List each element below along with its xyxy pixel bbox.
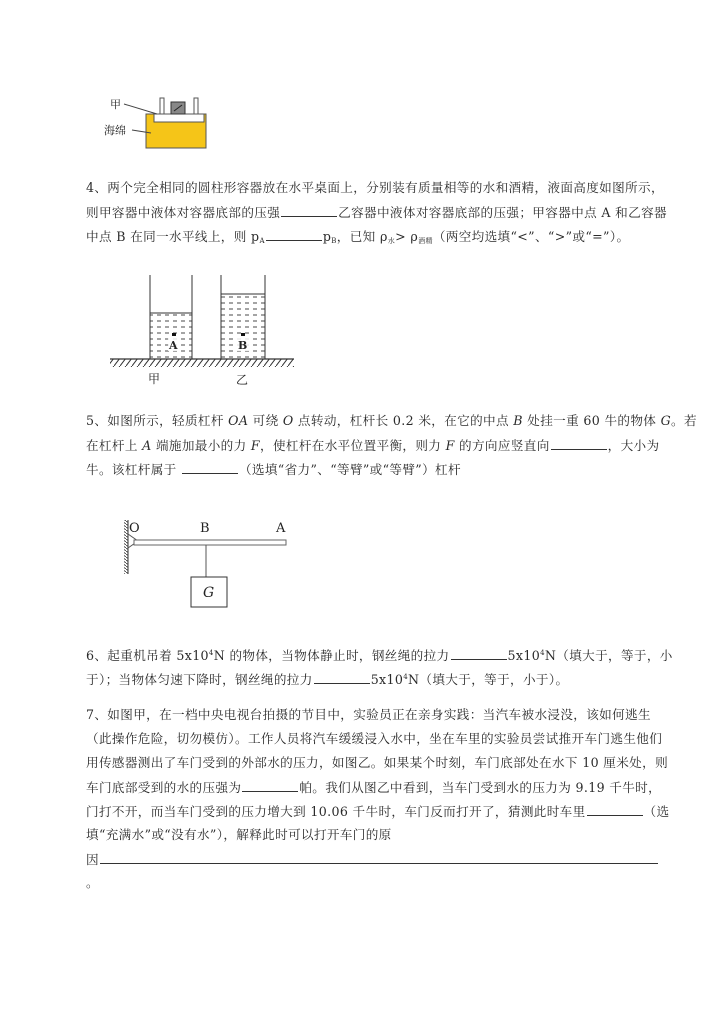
q7-line2: （此操作危险，切勿模仿）。工作人员将汽车缓缓浸入水中，坐在车里的实验员尝试推开车门逃生他们	[86, 731, 663, 746]
answer-blank-q7-2[interactable]	[587, 803, 643, 816]
sponge-diagram	[104, 92, 214, 152]
label-sponge: 海绵	[104, 124, 126, 137]
q7-line8: 。	[86, 875, 99, 890]
figure-lever	[118, 512, 298, 612]
q4-line1: 4、两个完全相同的圆柱形容器放在水平桌面上，分别装有质量相等的水和酒精，液面高度如图所示，	[86, 180, 664, 195]
point-a-label: A	[169, 339, 178, 352]
answer-blank-q7-1[interactable]	[242, 779, 298, 792]
q7-line7: 因	[86, 851, 659, 868]
label-a: A	[276, 521, 286, 536]
answer-blank-q5-2[interactable]	[182, 461, 238, 474]
label-b: B	[200, 521, 210, 536]
point-b-label: B	[238, 339, 248, 352]
label-container-yi: 乙	[236, 373, 249, 387]
q6-line1: 6、起重机吊着 $5x10^4N$ 的物体，当物体静止时，钢丝绳的拉力 $5x10^4N$（填大于，等于，小	[86, 648, 673, 663]
q4-line2: 则甲容器中液体对容器底部的压强 乙容器中液体对容器底部的压强；甲容器中点 A 和乙容器	[86, 205, 667, 220]
answer-blank-q4-1[interactable]	[281, 204, 337, 217]
label-g: G	[203, 585, 215, 601]
lever-diagram	[118, 512, 298, 612]
label-jia: 甲	[110, 98, 121, 111]
label-o: O	[129, 521, 140, 536]
q5-line1: 5、如图所示，轻质杠杆 OA 可绕 O 点转动，杠杆长 0.2 米，在它的中点 B 处挂一重 60 牛的物体 G。若	[86, 413, 697, 428]
answer-blank-q6-2[interactable]	[314, 671, 370, 684]
q7-line3: 用传感器测出了车门受到的外部水的压力，如图乙。如果某个时刻，车门底部处在水下 10 厘米处，则	[86, 755, 669, 770]
q7-line1: 7、如图甲，在一档中央电视台拍摄的节目中，实验员正在亲身实践：当汽车被水浸没，该如何逃生	[86, 707, 651, 722]
figure-sponge	[104, 92, 214, 152]
q7-line6: 填“充满水”或“没有水”），解释此时可以打开车门的原	[86, 827, 392, 842]
q7-line5: 门打不开，而当车门受到的压力增大到 10.06 千牛时，车门反而打开了，猜测此时车里 （选	[86, 804, 670, 819]
containers-diagram	[108, 270, 298, 388]
q5-line2: 在杠杆上 A 端施加最小的力 F，使杠杆在水平位置平衡，则力 F 的方向应竖直向 ，大小为	[86, 438, 660, 453]
q5-line3: 牛。该杠杆属于 （选填“省力”、“等臂”或“等臂”）杠杆	[86, 462, 461, 477]
label-container-jia: 甲	[148, 372, 161, 386]
answer-blank-q5-1[interactable]	[551, 437, 607, 450]
q7-line4: 车门底部受到的水的压强为 帕。我们从图乙中看到，当车门受到水的压力为 9.19 千牛时，	[86, 780, 662, 795]
answer-blank-q4-2[interactable]	[266, 228, 322, 241]
q6-line2: 于）；当物体匀速下降时，钢丝绳的拉力 $5x10^4N$（填大于，等于，小于）。	[86, 672, 569, 687]
answer-blank-q7-3[interactable]	[100, 851, 658, 864]
answer-blank-q6-1[interactable]	[451, 647, 507, 660]
figure-containers	[108, 270, 298, 388]
q4-line3: 中点 B 在同一水平线上，则 $p_A$ $p_B$，已知 $\rho_水> \rho_{酒精}$（两空均选填“<”、“>”或“=”）。	[86, 229, 630, 245]
